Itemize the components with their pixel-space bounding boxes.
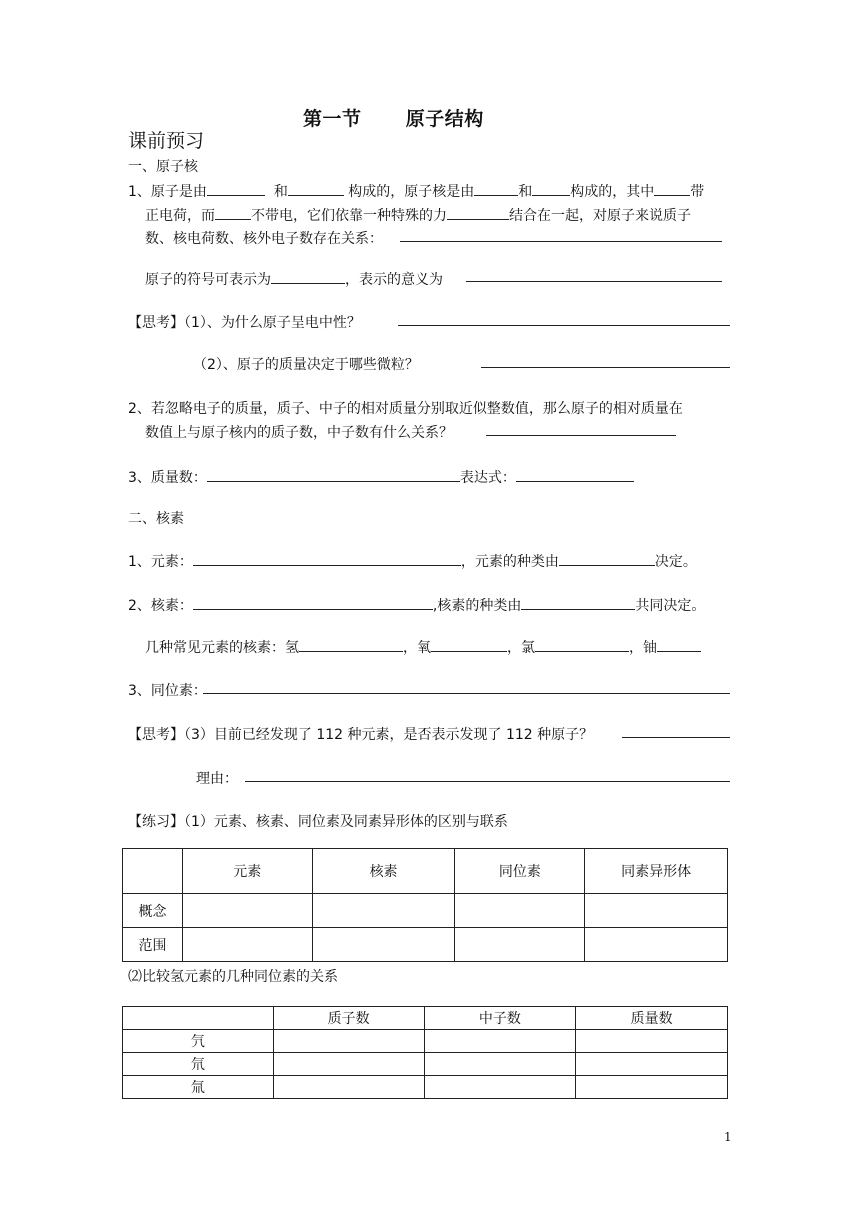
table-cell[interactable] bbox=[312, 928, 455, 962]
part2-heading: 二、核素 bbox=[128, 511, 184, 527]
table-cell[interactable] bbox=[585, 928, 728, 962]
table-cell[interactable] bbox=[576, 1053, 728, 1076]
table-cell[interactable] bbox=[455, 894, 585, 928]
table-row bbox=[123, 1053, 728, 1076]
table-cell[interactable] bbox=[182, 928, 312, 962]
think1-q1: 【思考】（1）、为什么原子呈电中性？ bbox=[128, 315, 361, 331]
blank[interactable] bbox=[559, 550, 655, 566]
blank[interactable] bbox=[521, 594, 635, 610]
table-header-cell bbox=[123, 1007, 274, 1030]
page-number: 1 bbox=[724, 1130, 732, 1144]
table-row bbox=[123, 894, 728, 928]
row-label: 概念 bbox=[123, 894, 183, 928]
think3-answer-line[interactable] bbox=[622, 722, 730, 738]
row-label: 范围 bbox=[123, 928, 183, 962]
isotope-answer-line[interactable] bbox=[203, 678, 730, 694]
think1-q2-answer-line[interactable] bbox=[481, 352, 730, 368]
practice-tag: 【练习】 bbox=[128, 814, 184, 830]
think-tag: 【思考】 bbox=[128, 315, 184, 331]
table-cell[interactable] bbox=[273, 1030, 424, 1053]
p2-q3-line: 3、同位素： bbox=[128, 683, 207, 699]
blank[interactable] bbox=[288, 180, 344, 196]
table-header-cell: 元素 bbox=[182, 849, 312, 894]
table-header-cell: 同素异形体 bbox=[585, 849, 728, 894]
row-label: 氕 bbox=[123, 1030, 274, 1053]
row-label: 氘 bbox=[123, 1053, 274, 1076]
table-row bbox=[123, 1076, 728, 1099]
blank[interactable] bbox=[299, 636, 403, 652]
table-cell[interactable] bbox=[273, 1053, 424, 1076]
table-cell[interactable] bbox=[424, 1076, 576, 1099]
subtitle: 课前预习 bbox=[128, 130, 205, 152]
table-header-row bbox=[123, 849, 728, 894]
q1-line3: 数、核电荷数、核外电子数存在关系： bbox=[145, 231, 383, 247]
table-cell[interactable] bbox=[455, 928, 585, 962]
q1-line2: 正电荷，而 不带电，它们依靠一种特殊的力 结合在一起，对原子来说质子 bbox=[145, 204, 691, 225]
q3-line: 3、质量数： 表达式： bbox=[128, 466, 634, 487]
blank[interactable] bbox=[193, 550, 461, 566]
practice1-line: 【练习】（1）元素、核素、同位素及同素异形体的区别与联系 bbox=[128, 814, 508, 830]
expression-blank[interactable] bbox=[516, 466, 634, 482]
think3-q: 【思考】（3）目前已经发现了 112 种元素，是否表示发现了 112 种原子？ bbox=[128, 727, 594, 743]
q1-answer-line[interactable] bbox=[400, 226, 722, 242]
table-cell[interactable] bbox=[273, 1076, 424, 1099]
table-header-row bbox=[123, 1007, 728, 1030]
q2-line1: 2、若忽略电子的质量，质子、中子的相对质量分别取近似整数值，那么原子的相对质量在 bbox=[128, 401, 683, 417]
hydrogen-isotopes-table bbox=[122, 1006, 728, 1099]
common-nuclides-line: 几种常见元素的核素：氢 ，氧 ，氯 ，铀 bbox=[145, 636, 701, 657]
table-cell[interactable] bbox=[424, 1053, 576, 1076]
table-cell[interactable] bbox=[182, 894, 312, 928]
think1-q2: （2）、原子的质量决定于哪些微粒？ bbox=[193, 357, 419, 373]
table-header-cell: 核素 bbox=[312, 849, 455, 894]
table-header-cell: 质子数 bbox=[273, 1007, 424, 1030]
reason-answer-line[interactable] bbox=[245, 766, 730, 782]
think-tag: 【思考】 bbox=[128, 727, 184, 743]
table-header-cell: 质量数 bbox=[576, 1007, 728, 1030]
blank[interactable] bbox=[215, 204, 251, 220]
blank[interactable] bbox=[474, 180, 518, 196]
table-header-cell: 同位素 bbox=[455, 849, 585, 894]
blank[interactable] bbox=[654, 180, 690, 196]
part1-heading: 一、原子核 bbox=[128, 159, 198, 175]
blank[interactable] bbox=[657, 636, 701, 652]
symbol-meaning-line[interactable] bbox=[466, 266, 722, 282]
q1-line1: 1、原子是由 和 构成的，原子核是由 和 构成的，其中 带 bbox=[128, 180, 704, 201]
blank[interactable] bbox=[207, 180, 265, 196]
reason-label: 理由： bbox=[196, 771, 238, 787]
table-row bbox=[123, 1030, 728, 1053]
blank[interactable] bbox=[447, 204, 509, 220]
table-row bbox=[123, 928, 728, 962]
table-cell[interactable] bbox=[576, 1076, 728, 1099]
section-name: 原子结构 bbox=[405, 108, 484, 130]
symbol-line: 原子的符号可表示为 ，表示的意义为 bbox=[145, 268, 443, 289]
section-number: 第一节 bbox=[303, 108, 362, 130]
practice2-line: ⑵比较氢元素的几种同位素的关系 bbox=[128, 969, 338, 985]
q2-line2: 数值上与原子核内的质子数，中子数有什么关系？ bbox=[145, 425, 453, 441]
table-header-cell: 中子数 bbox=[424, 1007, 576, 1030]
table-cell[interactable] bbox=[585, 894, 728, 928]
mass-number-blank[interactable] bbox=[207, 466, 460, 482]
blank[interactable] bbox=[431, 636, 507, 652]
q2-answer-line[interactable] bbox=[486, 420, 676, 436]
table-header-cell bbox=[123, 849, 183, 894]
table-cell[interactable] bbox=[312, 894, 455, 928]
blank[interactable] bbox=[193, 594, 433, 610]
table-cell[interactable] bbox=[576, 1030, 728, 1053]
blank[interactable] bbox=[271, 268, 345, 284]
think1-q1-answer-line[interactable] bbox=[398, 310, 730, 326]
row-label: 氚 bbox=[123, 1076, 274, 1099]
blank[interactable] bbox=[535, 636, 629, 652]
p2-q1-line: 1、元素： ，元素的种类由 决定。 bbox=[128, 550, 697, 571]
table-cell[interactable] bbox=[424, 1030, 576, 1053]
comparison-table bbox=[122, 848, 728, 962]
page-title bbox=[303, 104, 484, 131]
blank[interactable] bbox=[532, 180, 570, 196]
p2-q2-line: 2、核素： ,核素的种类由 共同决定。 bbox=[128, 594, 705, 615]
